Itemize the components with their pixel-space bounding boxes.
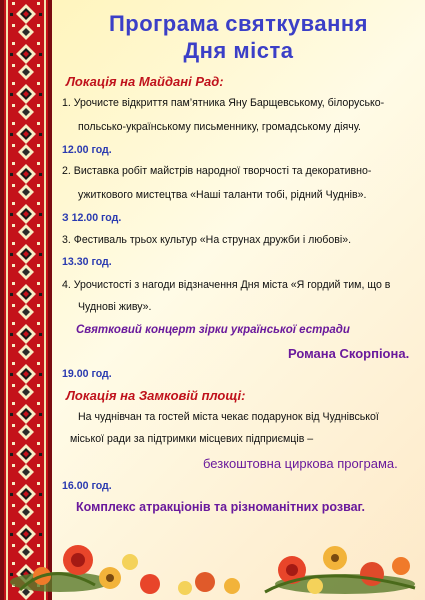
circus-program: безкоштовна циркова програма. (203, 456, 398, 471)
artist-name: Романа Скорпіона. (288, 346, 410, 361)
time-5: 16.00 год. (62, 480, 112, 492)
flower-border (0, 500, 425, 600)
page-subtitle: Дня міста (183, 38, 294, 63)
castle-text-line-1: На чуднівчан та гостей міста чекає подарунок від Чуднівської (78, 411, 379, 423)
flower-cluster-center (178, 572, 240, 595)
attractions-text: Комплекс атракціонів та різноманітних розваг. (76, 500, 365, 514)
flower-cluster-right (265, 546, 415, 594)
item-2-line-2: ужиткового мистецтва «Наші таланти тобі, рідний Чуднів». (78, 189, 367, 201)
castle-text-line-2: міської ради за підтримки місцевих підприємців – (70, 433, 314, 445)
time-3: 13.30 год. (62, 256, 112, 268)
page-title: Програма святкування (108, 11, 369, 36)
item-4-line-1: 4. Урочистості з нагоди відзначення Дня міста «Я гордий тим, що в (62, 279, 391, 291)
item-2-line-1: 2. Виставка робіт майстрів народної творчості та декоративно- (62, 165, 372, 177)
item-4-line-2: Чуднові живу». (78, 301, 152, 313)
concert-announcement: Святковий концерт зірки української естради (76, 324, 350, 336)
time-2: З 12.00 год. (62, 212, 122, 224)
item-1-line-1: 1. Урочисте відкриття пам’ятника Яну Барщевському, білорусько- (62, 97, 385, 109)
time-1: 12.00 год. (62, 144, 112, 156)
item-1-line-2: польсько-українському письменнику, громадському діячу. (78, 121, 361, 133)
location-heading-maidan: Локація на Майдані Рад: (66, 74, 224, 89)
flower-cluster-left (10, 545, 160, 594)
time-4: 19.00 год. (62, 368, 112, 380)
location-heading-castle: Локація на Замковій площі: (66, 388, 246, 403)
item-3: 3. Фестиваль трьох культур «На струнах дружби і любові». (62, 234, 352, 246)
